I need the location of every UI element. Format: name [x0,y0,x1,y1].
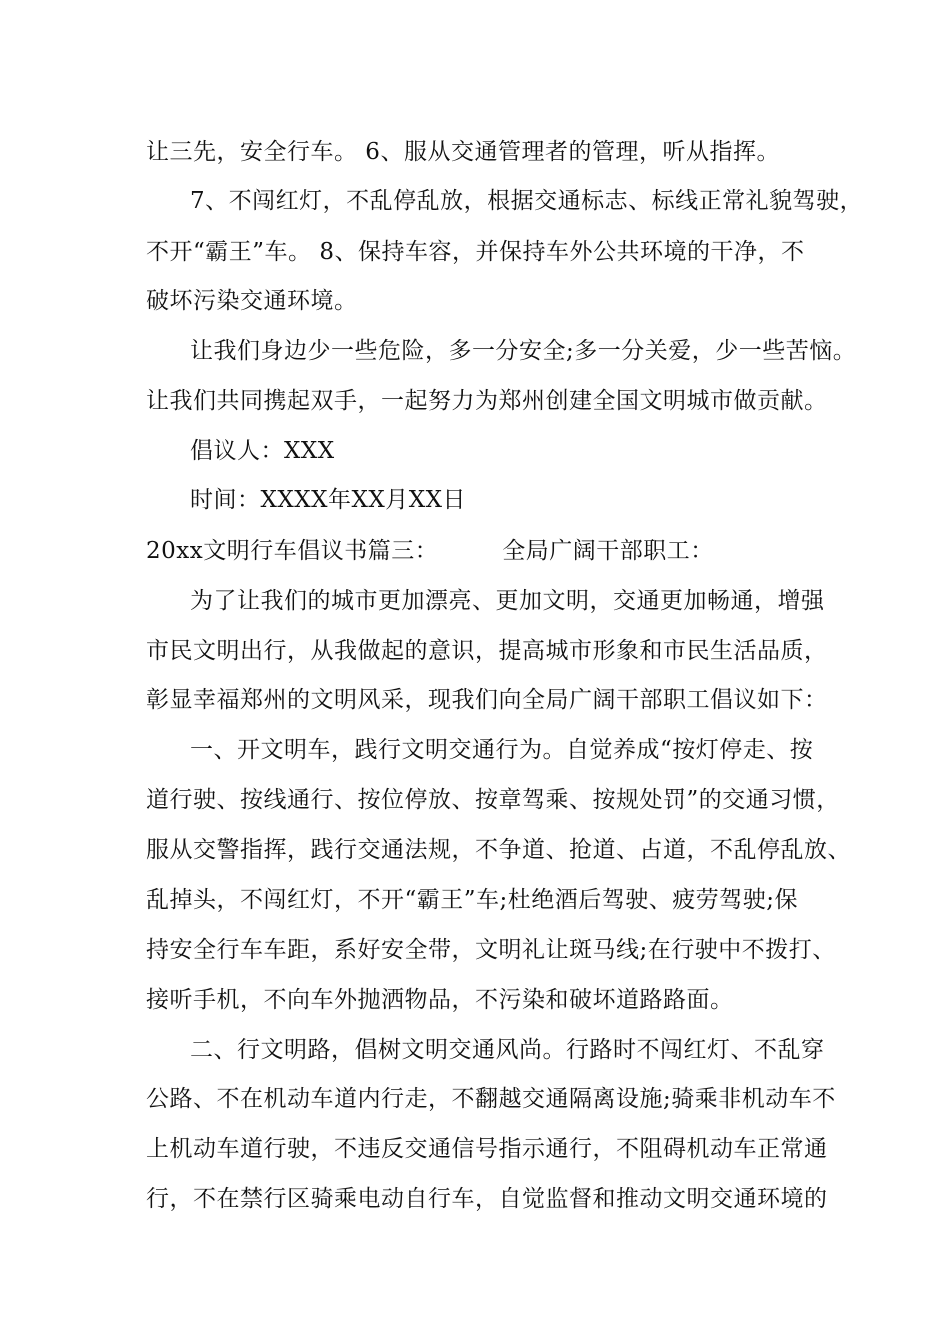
text-line: 市民文明出行，从我做起的意识，提高城市形象和市民生活品质， [146,638,828,664]
text-line: 道行驶、按线通行、按位停放、按章驾乘、按规处罚”的交通习惯， [146,787,840,813]
section-heading [146,536,714,566]
text-line: 让三先，安全行车。 6、服从交通管理者的管理，听从指挥。 [146,139,780,165]
text-line: 接听手机，不向车外抛洒物品，不污染和破坏道路路面。 [146,987,734,1013]
text-line: 上机动车道行驶，不违反交通信号指示通行，不阻碍机动车正常通 [146,1136,828,1162]
text-line: 让我们共同携起双手，一起努力为郑州创建全国文明城市做贡献。 [146,388,828,414]
text-line: 7、不闯红灯，不乱停乱放，根据交通标志、标线正常礼貌驾驶， [190,188,864,214]
text-line: 一、开文明车，践行文明交通行为。自觉养成“按灯停走、按 [190,737,814,763]
text-line: 行，不在禁行区骑乘电动自行车，自觉监督和推动文明交通环境的 [146,1186,828,1212]
text-line: 乱掉头，不闯红灯，不开“霸王”车;杜绝酒后驾驶、疲劳驾驶;保 [146,887,799,913]
text-line: 彰显幸福郑州的文明风采，现我们向全局广阔干部职工倡议如下： [146,687,828,713]
section-title: 20xx文明行车倡议书篇三： [146,538,439,564]
salutation: 全局广阔干部职工： [502,538,714,564]
text-line: 二、行文明路，倡树文明交通风尚。行路时不闯红灯、不乱穿 [190,1037,825,1063]
text-line: 服从交警指挥，践行交通法规，不争道、抢道、占道，不乱停乱放、 [146,837,851,863]
text-line: 让我们身边少一些危险，多一分安全;多一分关爱，少一些苦恼。 [190,338,857,364]
text-line: 公路、不在机动车道内行走，不翻越交通隔离设施;骑乘非机动车不 [146,1086,836,1112]
text-line: 破坏污染交通环境。 [146,288,358,314]
text-line: 为了让我们的城市更加漂亮、更加文明，交通更加畅通，增强 [190,588,825,614]
date-line: 时间：XXXX年XX月XX日 [190,487,466,513]
signer-line: 倡议人：XXX [190,438,335,464]
text-line: 持安全行车车距，系好安全带，文明礼让斑马线;在行驶中不拨打、 [146,937,836,963]
text-line: 不开“霸王”车。 8、保持车容，并保持车外公共环境的干净，不 [146,239,805,265]
